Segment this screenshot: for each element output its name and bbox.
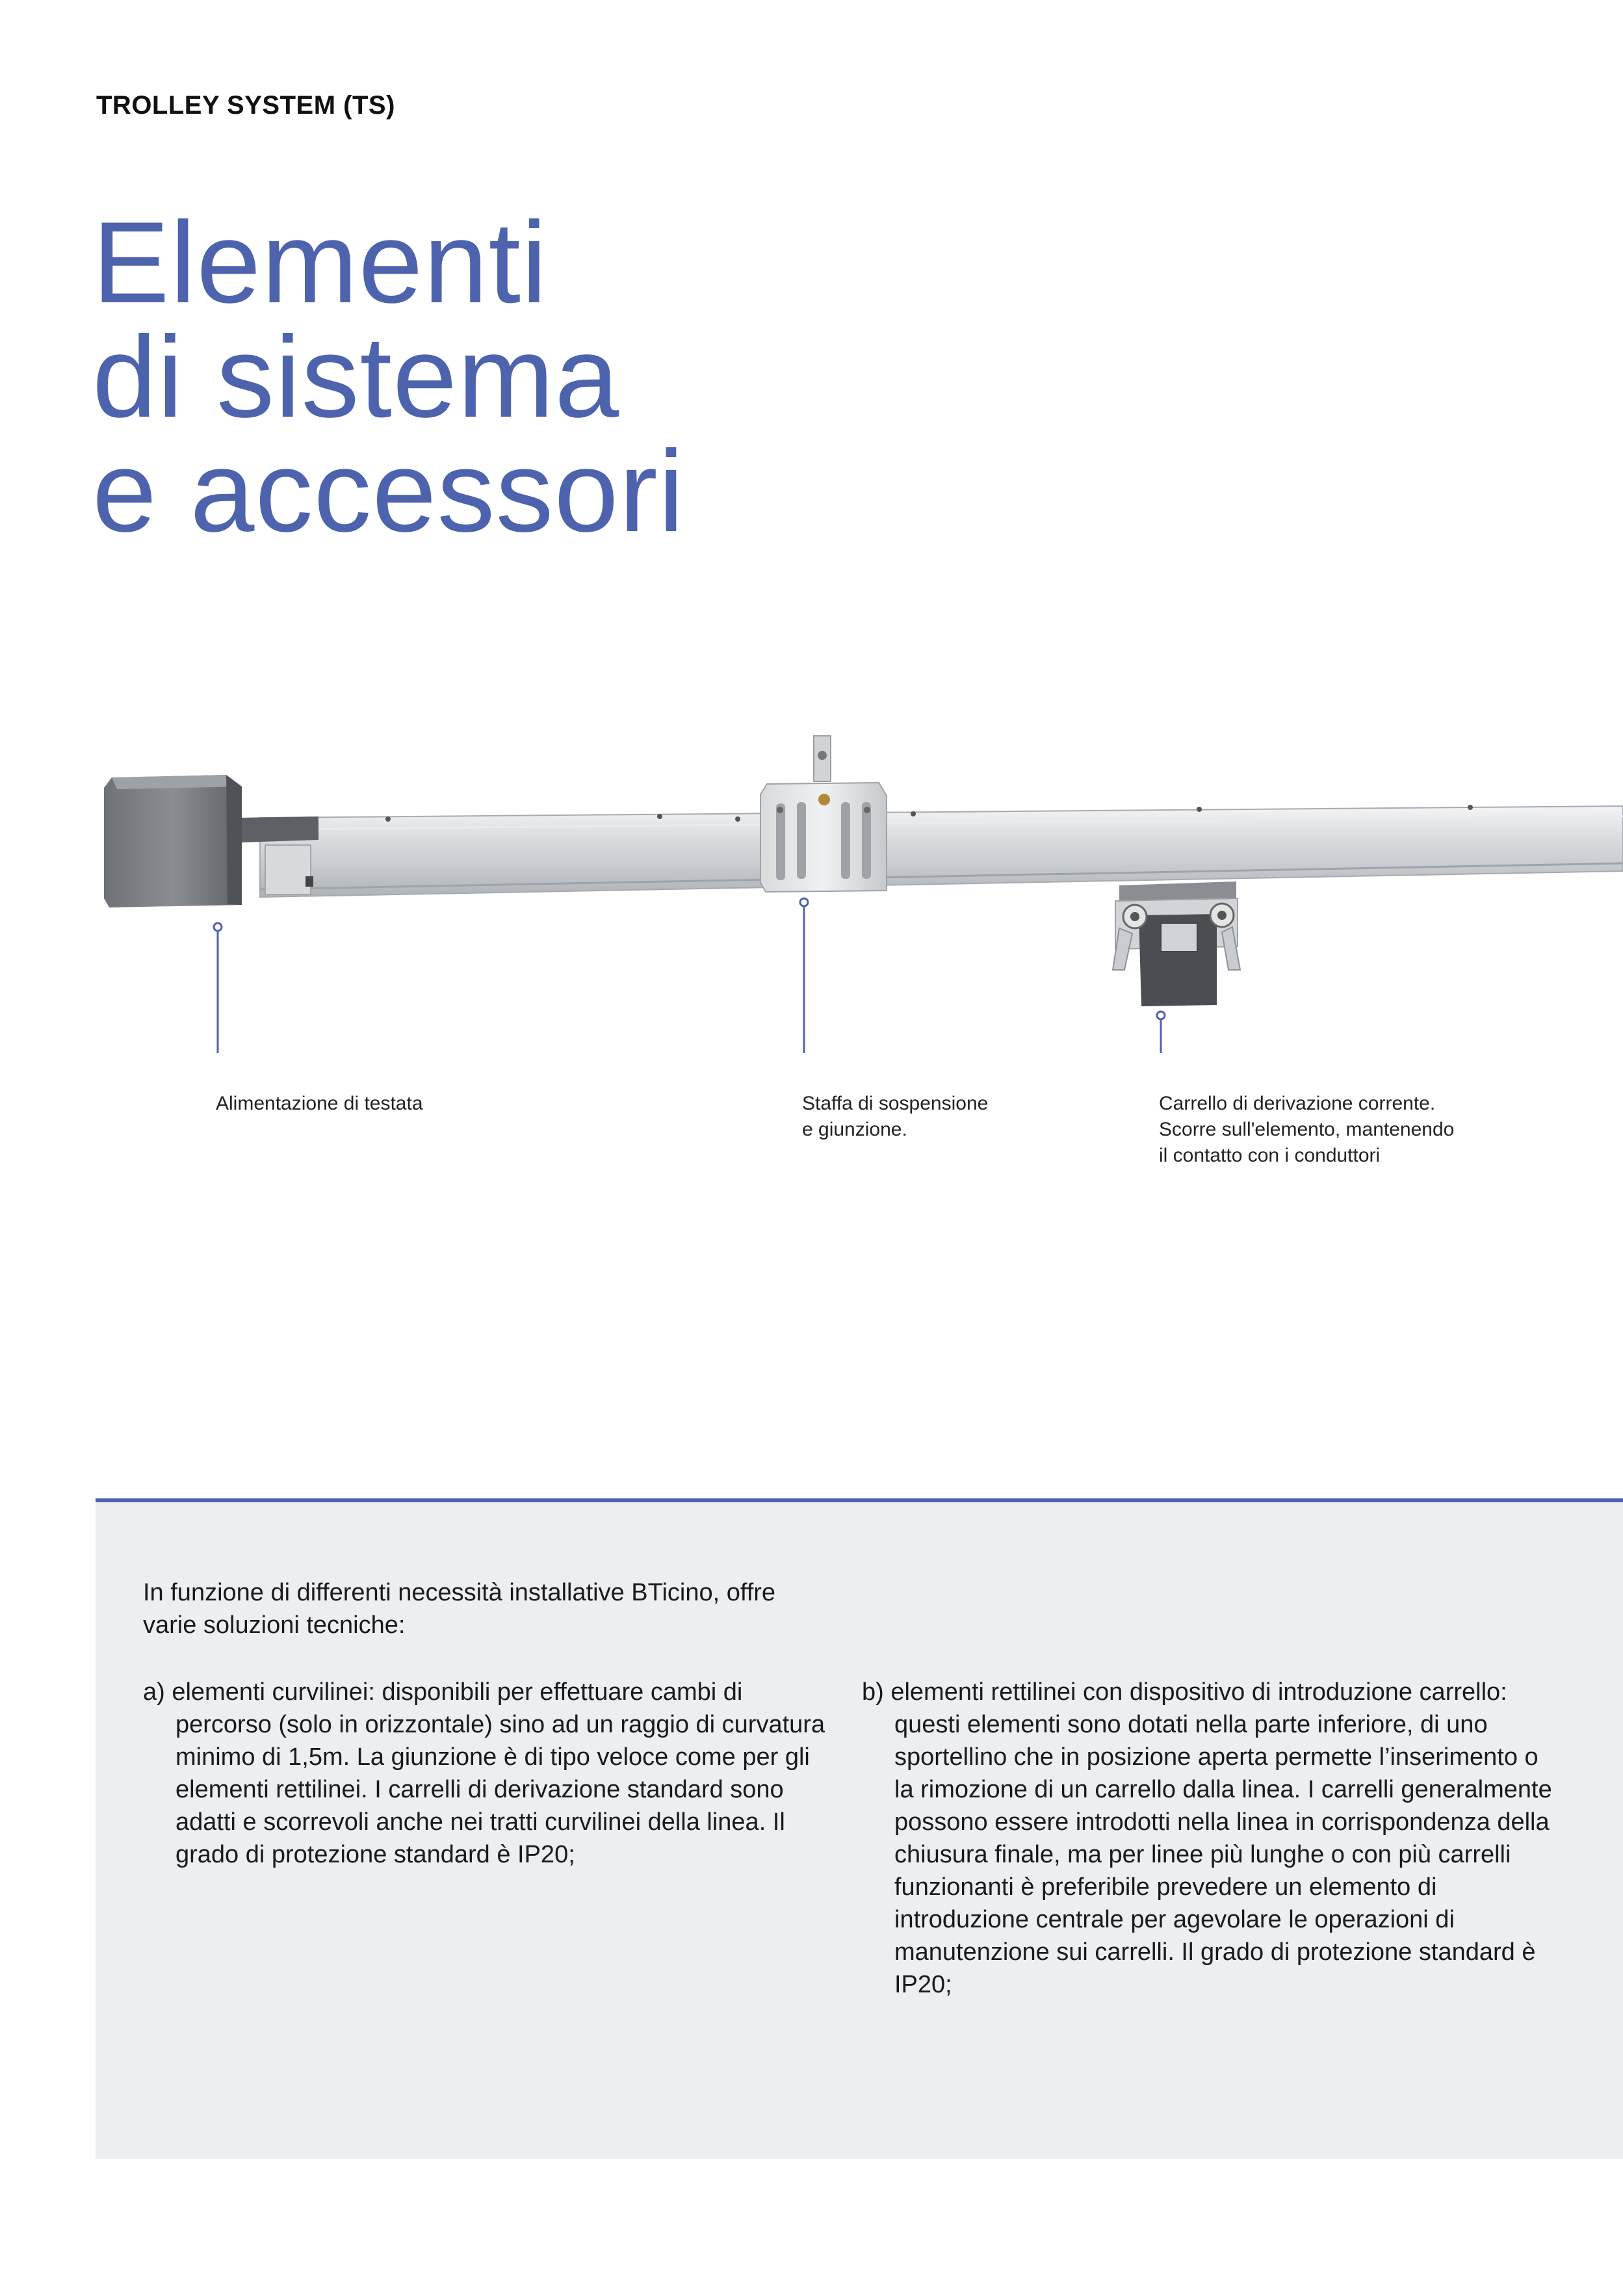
info-intro: In funzione di differenti necessità installative BTicino, offre varie soluzioni tecniche: bbox=[143, 1579, 776, 1639]
callout-leader-feed-unit bbox=[214, 923, 222, 1053]
caption-suspension-bracket: Staffa di sospensione e giunzione. bbox=[802, 1093, 989, 1140]
caption-current-trolley: Carrello di derivazione corrente. Scorre sull'elemento, mantenendo il contatto con i conduttori bbox=[1159, 1093, 1455, 1166]
page-title-line-2: di sistema bbox=[92, 312, 620, 441]
current-trolley bbox=[1113, 881, 1240, 1006]
info-curved-elements: a) elementi curvilinei: disponibili per effettuare cambi di percorso (solo in orizzontale) sino ad un raggio di curvatura minimo di 1,5m. La giunzione è di tipo veloce come per gli elementi rettilinei. I carrelli di derivazione standard sono adatti e scorrevoli anche nei tratti curvilinei della linea. Il grado di protezione standard è IP20; bbox=[143, 1678, 825, 1868]
page-title-line-1: Elementi bbox=[92, 198, 548, 327]
suspension-bracket bbox=[760, 736, 887, 892]
page-title-line-3: e accessori bbox=[92, 426, 685, 556]
page-title bbox=[92, 198, 685, 556]
info-straight-elements: b) elementi rettilinei con dispositivo di introduzione carrello: questi elementi sono dotati nella parte inferiore, di uno sportellino che in posizione aperta permette l’inserimento o la rimozione di un carrello dalla linea. I carrelli generalmente possono essere introdotti nella linea in corrispondenza della chiusura finale, ma per linee più lunghe o con più carrelli funzionanti è preferibile prevedere un elemento di introduzione centrale per agevolare le operazioni di manutenzione sui carrelli. Il grado di protezione standard è IP20; bbox=[862, 1678, 1552, 1998]
busbar-rail bbox=[260, 805, 1623, 897]
trolley-system-illustration bbox=[0, 715, 1623, 1053]
callout-leader-trolley bbox=[1157, 1011, 1165, 1053]
callout-leader-bracket bbox=[800, 898, 808, 1053]
section-label: TROLLEY SYSTEM (TS) bbox=[96, 91, 395, 120]
caption-feed-unit: Alimentazione di testata bbox=[216, 1093, 423, 1114]
